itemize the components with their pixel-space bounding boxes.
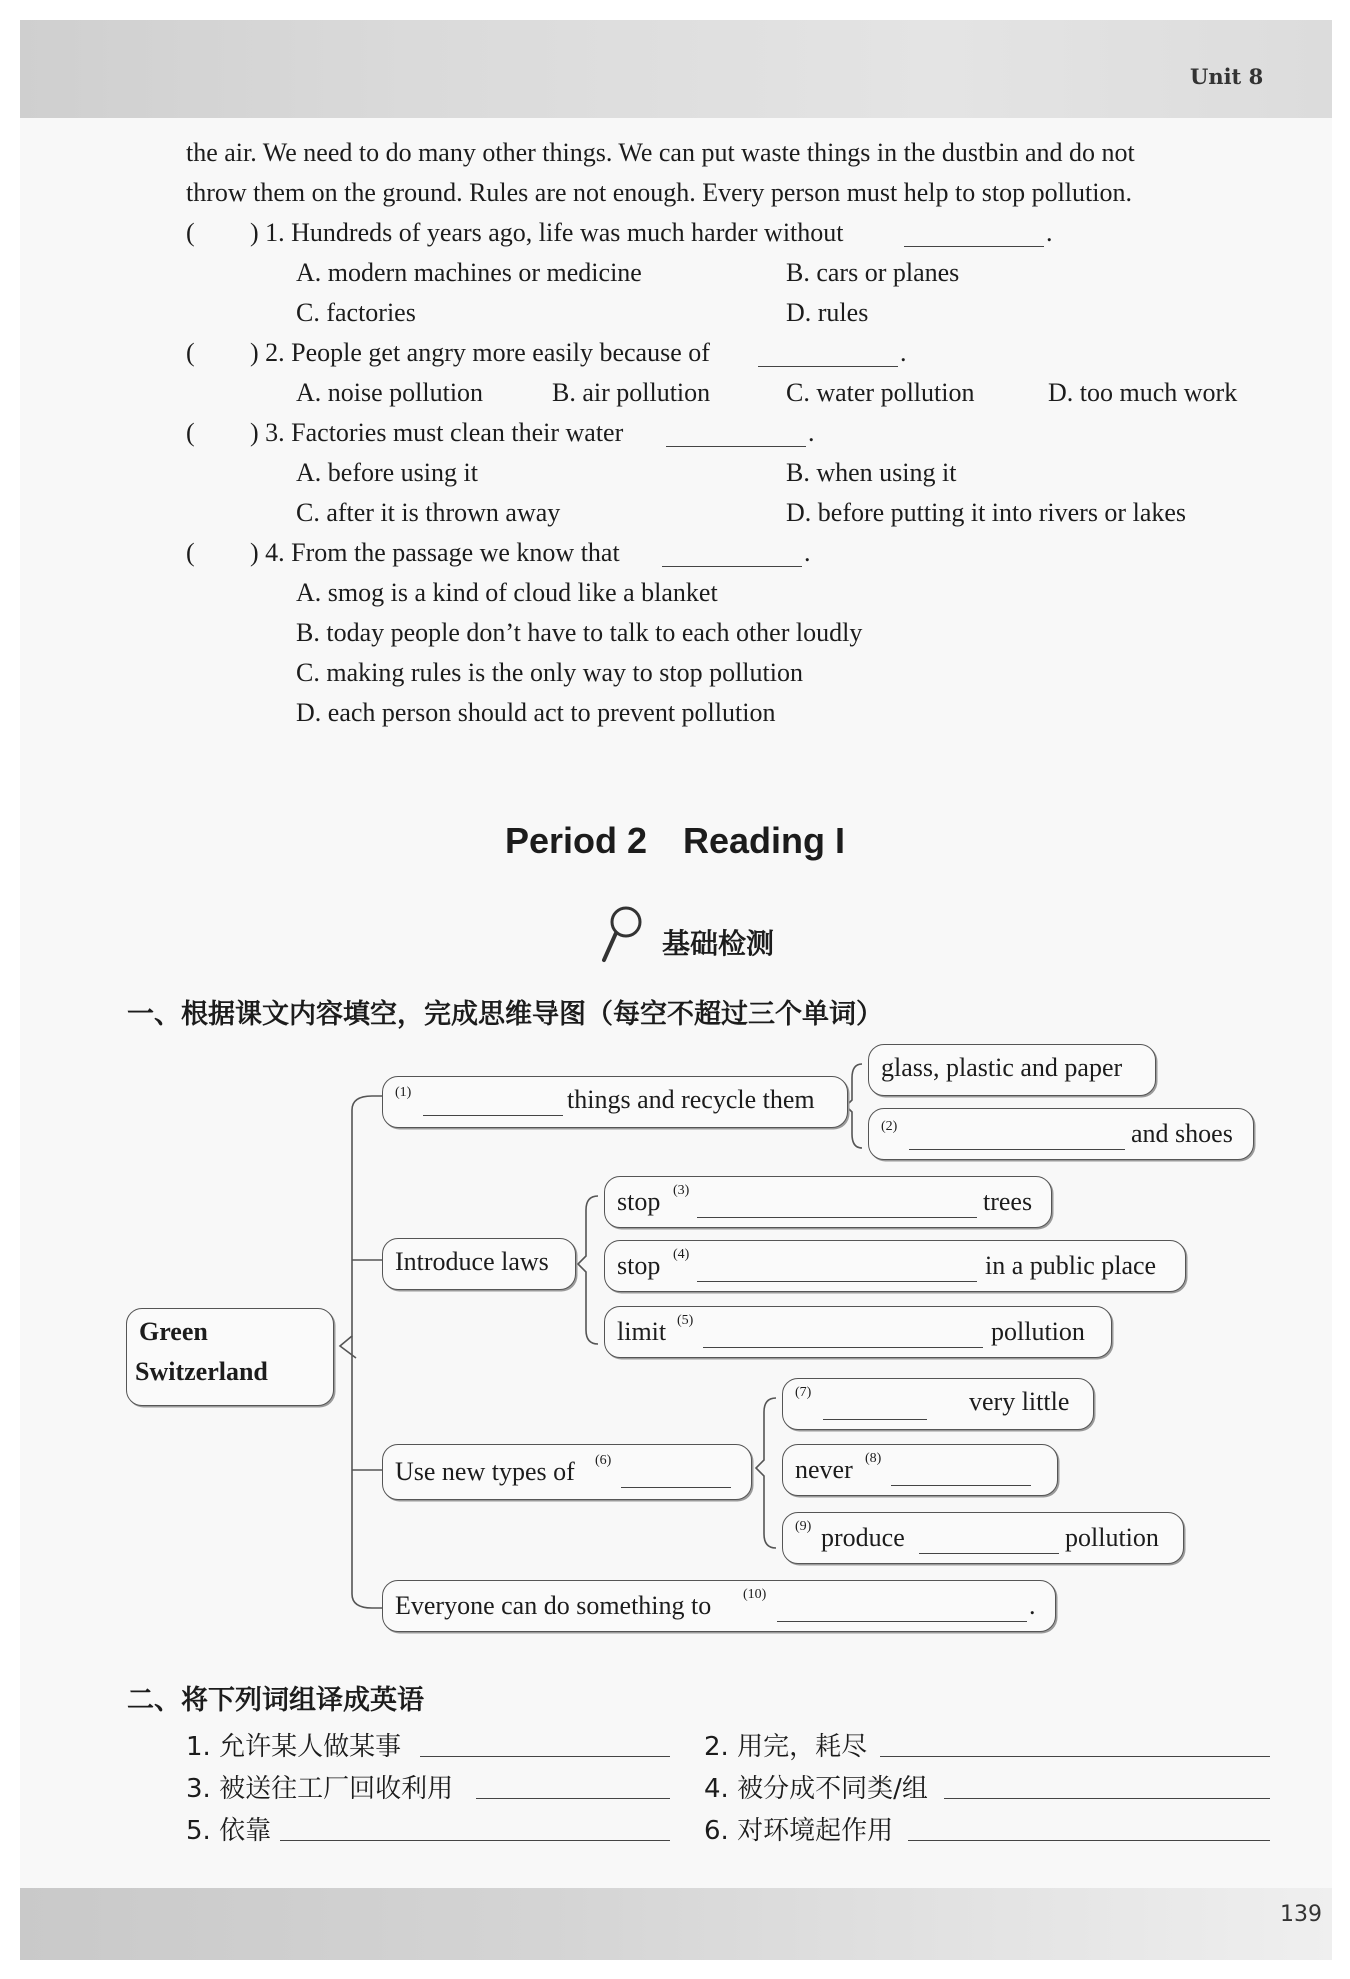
q2-paren: ( <box>186 338 195 367</box>
blank-1[interactable] <box>423 1115 563 1116</box>
q1-option-d: D. rules <box>786 298 869 327</box>
mindmap-root <box>126 1308 334 1406</box>
blank-8-number: (8) <box>865 1451 882 1466</box>
blank-6-number: (6) <box>595 1453 612 1468</box>
branch-2-box <box>382 1238 576 1290</box>
blank-3-number: (3) <box>673 1183 690 1198</box>
branch-3-text: Use new types of <box>395 1457 575 1486</box>
branch-1-box <box>382 1076 848 1128</box>
q4-option-b: B. today people don’t have to talk to each other loudly <box>296 618 863 647</box>
q4-paren: ( <box>186 538 195 567</box>
branch-1-text: things and recycle them <box>567 1085 815 1114</box>
blank-9-number: (9) <box>795 1519 812 1534</box>
branch-2b-word: stop <box>617 1251 661 1280</box>
branch-2c-word: limit <box>617 1317 667 1346</box>
q2-option-c: C. water pollution <box>786 378 975 407</box>
branch-1a-text: glass, plastic and paper <box>881 1053 1123 1082</box>
branch-1b-box <box>868 1108 1254 1160</box>
blank-8[interactable] <box>891 1485 1031 1486</box>
q1-period: . <box>1046 218 1053 247</box>
branch-4-text: Everyone can do something to <box>395 1591 712 1620</box>
branch-2a-end: trees <box>983 1187 1033 1216</box>
translation-3-blank[interactable] <box>476 1798 670 1799</box>
q4-option-d: D. each person should act to prevent pollution <box>296 698 776 727</box>
blank-7[interactable] <box>823 1419 927 1420</box>
branch-3c-end: pollution <box>1065 1523 1159 1552</box>
blank-10-number: (10) <box>743 1587 767 1602</box>
passage-line-2: throw them on the ground. Rules are not enough. Every person must help to stop pollution. <box>186 178 1132 207</box>
q3-paren: ( <box>186 418 195 447</box>
branch-2b-end: in a public place <box>985 1251 1157 1280</box>
branch-3-box <box>382 1444 752 1500</box>
translation-1-label: 1. 允许某人做某事 <box>186 1732 402 1762</box>
translation-6-blank[interactable] <box>908 1840 1270 1841</box>
branch-4-box <box>382 1580 1056 1632</box>
section-1-heading: 一、根据课文内容填空，完成思维导图（每空不超过三个单词） <box>127 999 883 1030</box>
branch-3c-word: produce <box>821 1523 905 1552</box>
q4-period: . <box>804 538 811 567</box>
branch-2c-end: pollution <box>991 1317 1085 1346</box>
branch-2a-box <box>604 1176 1052 1228</box>
blank-2-number: (2) <box>881 1119 898 1134</box>
blank-1-number: (1) <box>395 1085 412 1100</box>
translation-3-label: 3. 被送往工厂回收利用 <box>186 1774 454 1804</box>
blank-4[interactable] <box>697 1281 977 1282</box>
page-number: 139 <box>1280 1902 1322 1927</box>
q3-option-a: A. before using it <box>296 458 478 487</box>
q2-option-d: D. too much work <box>1048 378 1238 407</box>
translation-4-label: 4. 被分成不同类/组 <box>704 1774 928 1804</box>
branch-1a-box <box>868 1044 1156 1096</box>
branch-2c-box <box>604 1306 1112 1358</box>
period-title-part2: Reading I <box>683 820 846 861</box>
unit-label: Unit 8 <box>1190 64 1264 89</box>
branch-2a-word: stop <box>617 1187 661 1216</box>
branch-3b-box <box>782 1444 1058 1496</box>
blank-4-number: (4) <box>673 1247 690 1262</box>
blank-10[interactable] <box>777 1621 1027 1622</box>
translation-6-label: 6. 对环境起作用 <box>704 1816 894 1846</box>
q4-option-c: C. making rules is the only way to stop pollution <box>296 658 803 687</box>
translation-2-label: 2. 用完，耗尽 <box>704 1732 868 1762</box>
q2-stem: ) 2. People get angry more easily because of <box>250 338 710 367</box>
branch-2b-box <box>604 1240 1186 1292</box>
branch-3a-end: very little <box>969 1387 1070 1416</box>
blank-7-number: (7) <box>795 1385 812 1400</box>
q3-option-c: C. after it is thrown away <box>296 498 561 527</box>
branch-4-end: . <box>1029 1591 1036 1620</box>
q1-option-c: C. factories <box>296 298 416 327</box>
q2-option-a: A. noise pollution <box>296 378 484 407</box>
branch-3b-word: never <box>795 1455 853 1484</box>
blank-2[interactable] <box>909 1149 1125 1150</box>
branch-3a-box <box>782 1378 1094 1430</box>
passage-line-1: the air. We need to do many other things. We can put waste things in the dustbin and do not <box>186 138 1135 167</box>
blank-6[interactable] <box>621 1487 731 1488</box>
root-line-1: Green <box>139 1317 208 1346</box>
q1-stem: ) 1. Hundreds of years ago, life was much harder without <box>250 218 844 247</box>
q4-stem: ) 4. From the passage we know that <box>250 538 620 567</box>
q4-option-a: A. smog is a kind of cloud like a blanket <box>296 578 718 607</box>
q3-period: . <box>808 418 815 447</box>
blank-3[interactable] <box>697 1217 977 1218</box>
q2-period: . <box>900 338 907 367</box>
section-2-heading: 二、将下列词组译成英语 <box>127 1685 424 1716</box>
root-line-2: Switzerland <box>135 1357 268 1386</box>
translation-4-blank[interactable] <box>944 1798 1270 1799</box>
q1-option-a: A. modern machines or medicine <box>296 258 642 287</box>
branch-3c-box <box>782 1512 1184 1564</box>
subhead: 基础检测 <box>662 927 775 960</box>
translation-5-label: 5. 依靠 <box>186 1816 272 1846</box>
q1-option-b: B. cars or planes <box>786 258 960 287</box>
translation-5-blank[interactable] <box>280 1840 670 1841</box>
q3-option-d: D. before putting it into rivers or lakes <box>786 498 1187 527</box>
q2-option-b: B. air pollution <box>552 378 711 407</box>
blank-5-number: (5) <box>677 1313 694 1328</box>
q3-stem: ) 3. Factories must clean their water <box>250 418 624 447</box>
blank-5[interactable] <box>703 1347 983 1348</box>
translation-2-blank[interactable] <box>880 1756 1270 1757</box>
translation-1-blank[interactable] <box>420 1756 670 1757</box>
q3-option-b: B. when using it <box>786 458 957 487</box>
branch-1b-text: and shoes <box>1131 1119 1233 1148</box>
blank-9[interactable] <box>919 1553 1059 1554</box>
q1-paren: ( <box>186 218 195 247</box>
branch-2-text: Introduce laws <box>395 1247 549 1276</box>
period-title-part1: Period 2 <box>504 820 648 861</box>
